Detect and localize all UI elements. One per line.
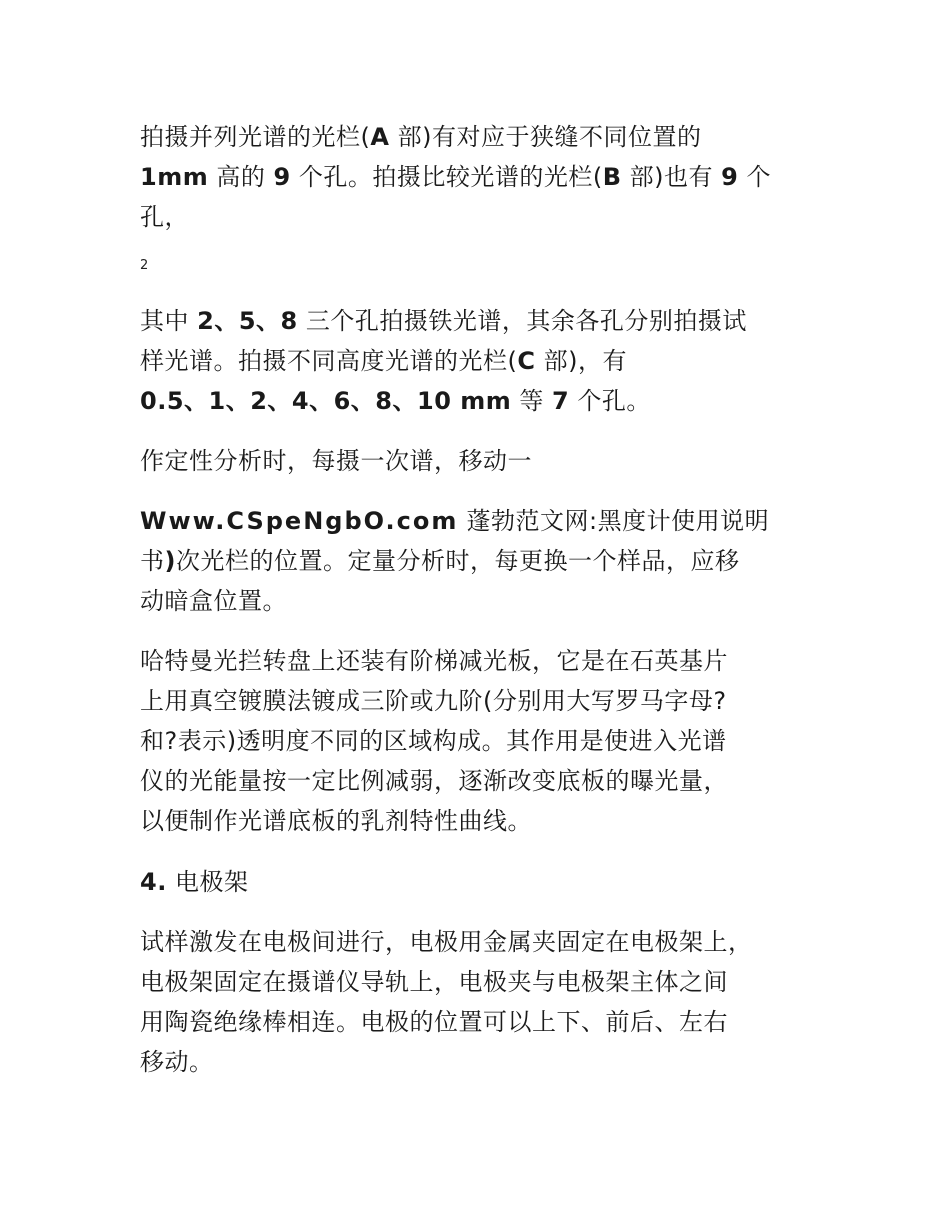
paragraph-hartmann-disk <box>140 641 810 841</box>
text-line: 拍摄并列光谱的光栏(A 部)有对应于狭缝不同位置的 <box>140 123 702 151</box>
text-line: 0.5、1、2、4、6、8、10 mm 等 7 个孔。 <box>140 387 651 415</box>
text-line: 电极架固定在摄谱仪导轨上，电极夹与电极架主体之间 <box>140 968 728 996</box>
text-line: 试样激发在电极间进行，电极用金属夹固定在电极架上， <box>140 928 753 956</box>
paragraph-aperture-ab <box>140 117 810 237</box>
text-line: 作定性分析时，每摄一次谱，移动一 <box>140 447 532 475</box>
text-line <box>140 862 810 902</box>
text-line: Www.CSpeNgbO.com 蓬勃范文网:黑度计使用说明 <box>140 507 770 535</box>
text-line: 用陶瓷绝缘棒相连。电极的位置可以上下、前后、左右 <box>140 1008 728 1036</box>
website-link-text: Www.CSpeNgbO.com <box>140 507 459 535</box>
text-line: 仪的光能量按一定比例减弱，逐渐改变底板的曝光量， <box>140 767 728 795</box>
page-number: 2 <box>140 258 149 273</box>
section-number: 4. <box>140 868 167 896</box>
text-line: 其中 2、5、8 三个孔拍摄铁光谱，其余各孔分别拍摄试 <box>140 307 747 335</box>
text-line: 1mm 高的 9 个孔。拍摄比较光谱的光栏(B 部)也有 9 个 <box>140 163 771 191</box>
paragraph-website <box>140 501 810 621</box>
section-title: 电极架 <box>166 868 249 896</box>
text-line: 样光谱。拍摄不同高度光谱的光栏(C 部)，有 <box>140 347 627 375</box>
paragraph-electrode-stand <box>140 922 810 1082</box>
text-line: 移动。 <box>140 1048 214 1076</box>
text-line: 以便制作光谱底板的乳剂特性曲线。 <box>140 807 532 835</box>
text-line: 上用真空镀膜法镀成三阶或九阶(分别用大写罗马字母? <box>140 687 727 715</box>
text-line: 书)次光栏的位置。定量分析时，每更换一个样品，应移 <box>140 547 740 575</box>
paragraph-aperture-c <box>140 301 810 421</box>
text-line: 孔， <box>140 203 189 231</box>
text-line: 动暗盒位置。 <box>140 587 287 615</box>
section-heading <box>140 862 810 902</box>
paragraph-qualitative <box>140 441 810 481</box>
text-line: 和?表示)透明度不同的区域构成。其作用是使进入光谱 <box>140 727 727 755</box>
text-line: 哈特曼光拦转盘上还装有阶梯减光板，它是在石英基片 <box>140 647 728 675</box>
